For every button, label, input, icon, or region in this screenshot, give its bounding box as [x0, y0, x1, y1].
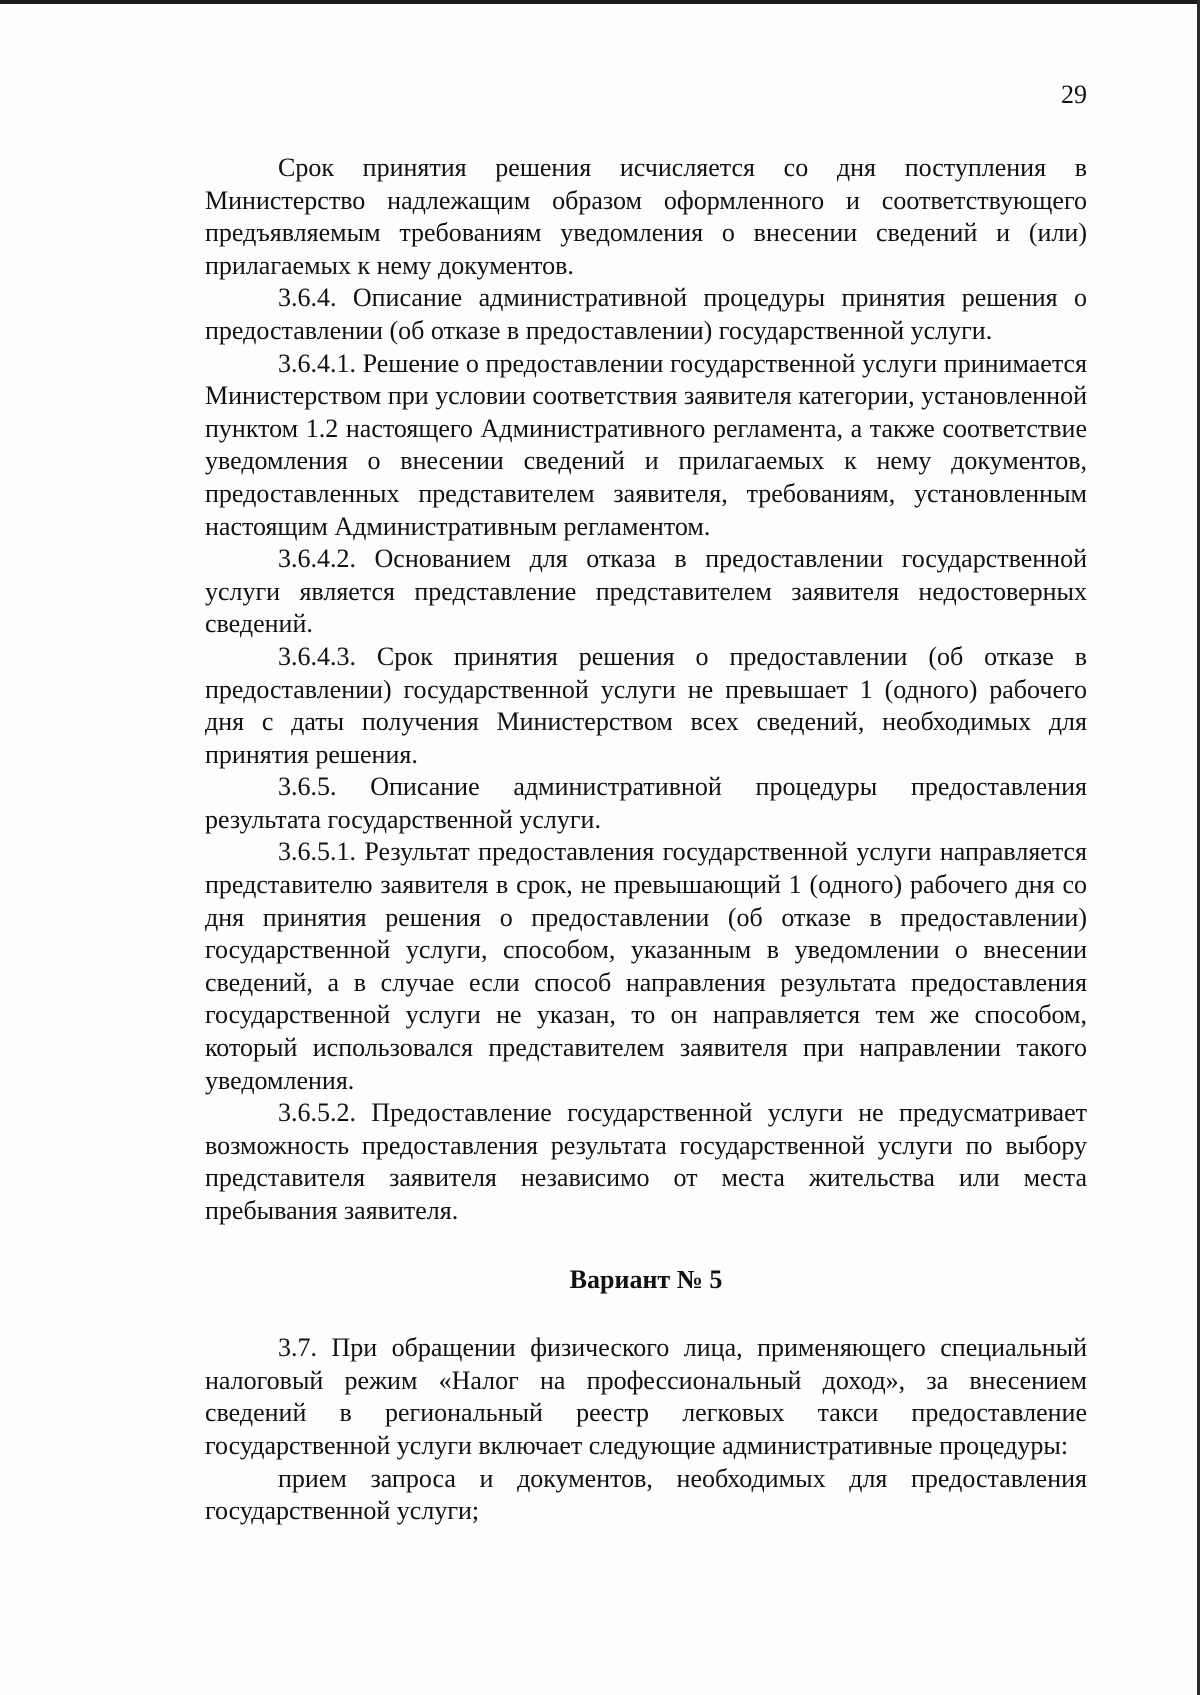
- paragraph-3-7: 3.7. При обращении физического лица, применяющего специальный налоговый режим «Налог на профессиональный доход», за внесением сведений в региональный реестр легковых такси предоставление государственной услуги включает следующие административные процедуры:: [205, 1333, 1087, 1460]
- paragraph-3-6-4: 3.6.4. Описание административной процедуры принятия решения о предоставлении (об отказе в предоставлении) государственной услуги.: [205, 283, 1087, 345]
- scan-top-edge: [0, 0, 1200, 4]
- page-number: 29: [1061, 80, 1087, 109]
- section-heading: Вариант № 5: [569, 1264, 723, 1294]
- paragraph-3-6-4-1: 3.6.4.1. Решение о предоставлении государственной услуги принимается Министерством при условии соответствия заявителя категории, установленной пунктом 1.2 настоящего Административного регламента, а также соответствие уведомления о внесении сведений и прилагаемых к нему документов, предоставленных представителем заявителя, требованиям, установленным настоящим Административным регламентом.: [205, 348, 1087, 541]
- paragraph-decision-term: Срок принятия решения исчисляется со дня поступления в Министерство надлежащим образом оформленного и соответствующего предъявляемым требованиям уведомления о внесении сведений и (или) прилагаемых к нему документов.: [205, 153, 1087, 280]
- document-body: [205, 152, 1087, 1528]
- paragraph-list-item-1: прием запроса и документов, необходимых для предоставления государственной услуги;: [205, 1463, 1087, 1526]
- paragraph-3-6-4-2: 3.6.4.2. Основанием для отказа в предоставлении государственной услуги является представление представителем заявителя недостоверных сведений.: [205, 544, 1087, 639]
- paragraph-3-6-4-3: 3.6.4.3. Срок принятия решения о предоставлении (об отказе в предоставлении) государственной услуги не превышает 1 (одного) рабочего дня с даты получения Министерством всех сведений, необходимых для принятия решения.: [205, 641, 1087, 769]
- paragraph-3-6-5-1: 3.6.5.1. Результат предоставления государственной услуги направляется представителю заявителя в срок, не превышающий 1 (одного) рабочего дня со дня принятия решения о предоставлении (об отказе в предоставлении) государственной услуги, способом, указанным в уведомлении о внесении сведений, а в случае если способ направления результата предоставления государственной услуги не указан, то он направляется тем же способом, который использовался представителем заявителя при направлении такого уведомления.: [205, 837, 1087, 1095]
- paragraph-3-6-5: 3.6.5. Описание административной процедуры предоставления результата государственной услуги.: [205, 772, 1087, 834]
- paragraph-3-6-5-2: 3.6.5.2. Предоставление государственной услуги не предусматривает возможность предоставления результата государственной услуги по выбору представителя заявителя независимо от места жительства или места пребывания заявителя.: [205, 1098, 1087, 1225]
